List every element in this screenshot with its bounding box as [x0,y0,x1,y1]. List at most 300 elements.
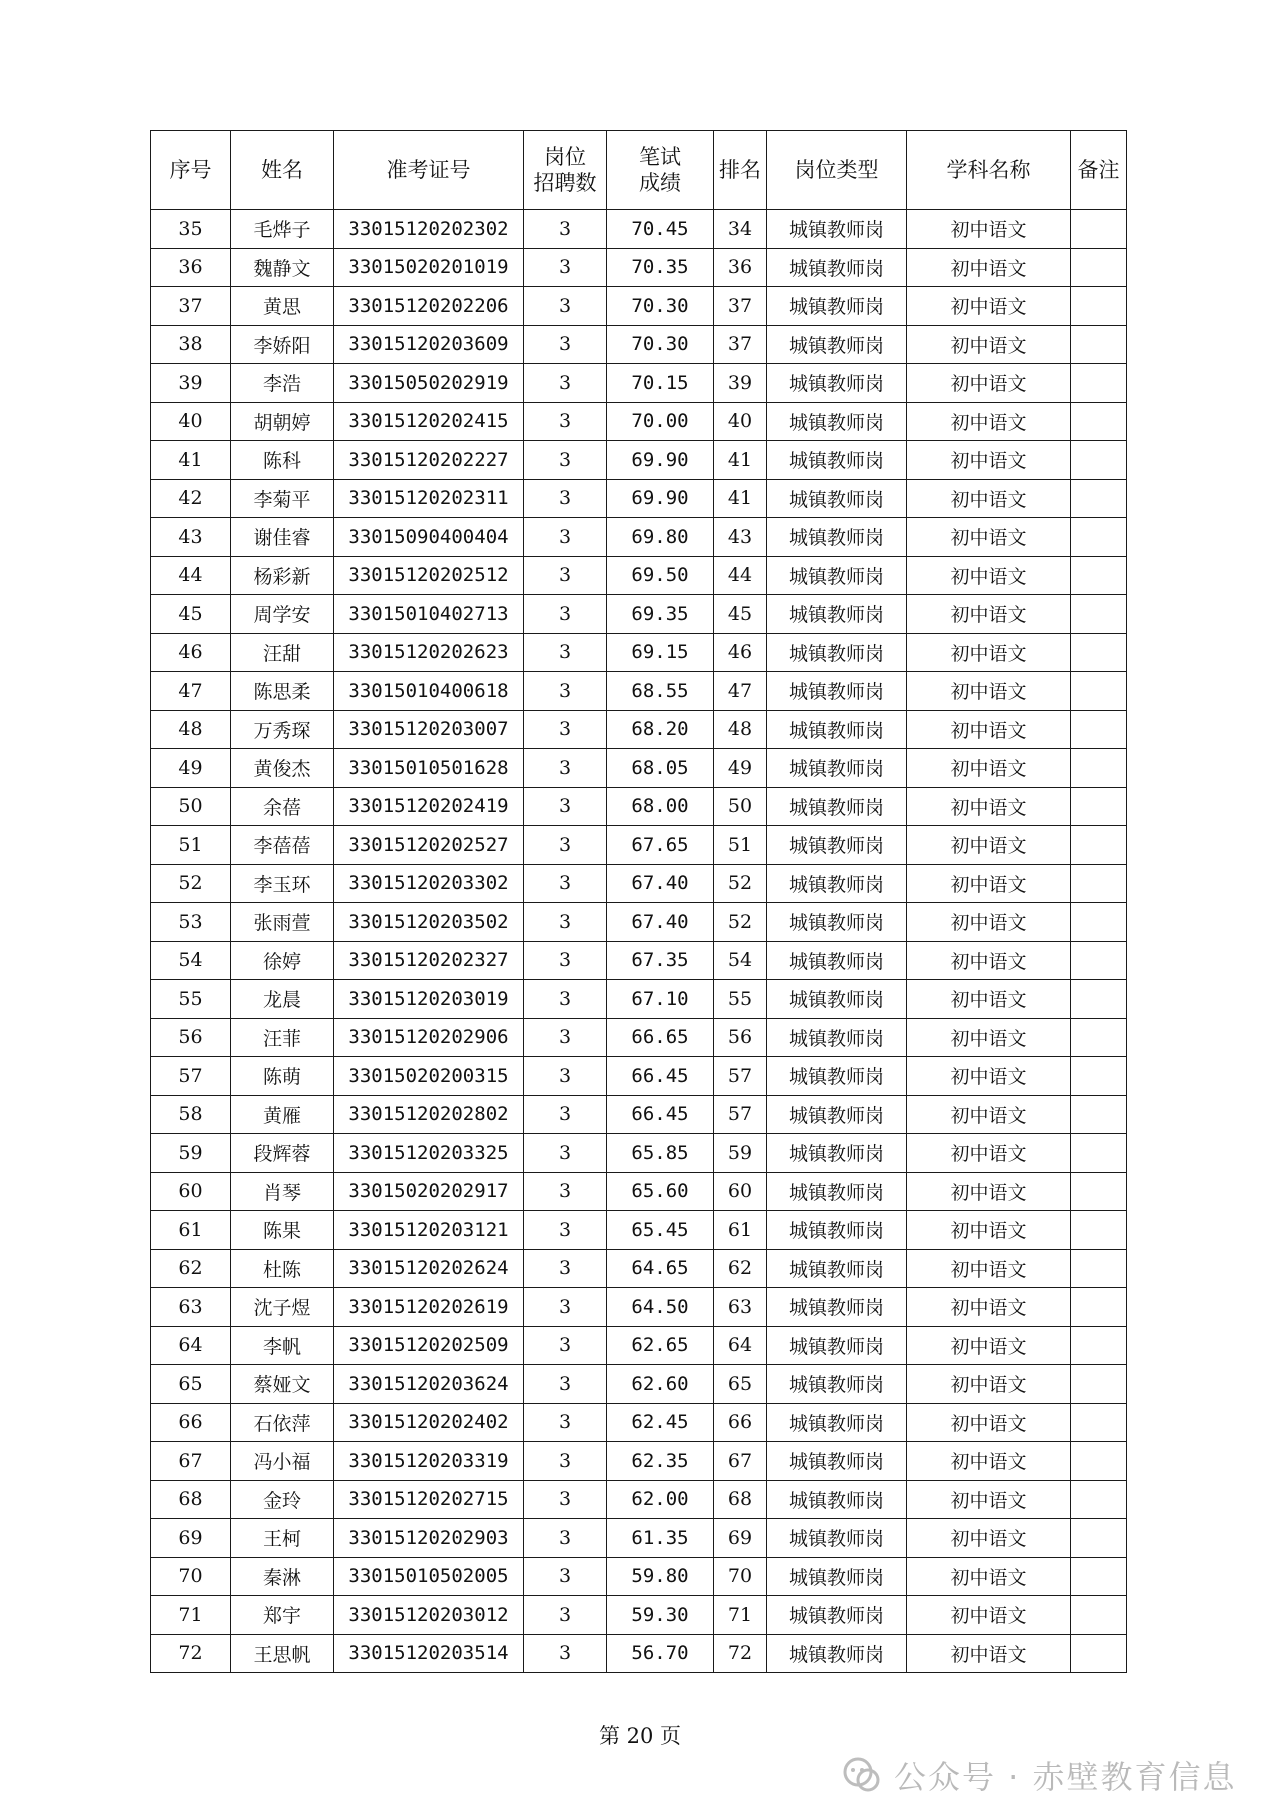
cell-subject: 初中语文 [907,1403,1071,1442]
cell-name: 汪甜 [231,633,334,672]
cell-exam-id: 33015120203012 [334,1596,524,1635]
cell-score: 68.20 [607,710,714,749]
table-row [151,1634,1127,1673]
cell-seq: 58 [151,1095,231,1134]
cell-post-type: 城镇教师岗 [767,1519,907,1558]
cell-post-type: 城镇教师岗 [767,1057,907,1096]
cell-exam-id: 33015010402713 [334,595,524,634]
cell-name: 龙晨 [231,980,334,1019]
cell-quota: 3 [524,633,607,672]
cell-quota: 3 [524,1557,607,1596]
cell-seq: 65 [151,1365,231,1404]
cell-quota: 3 [524,210,607,249]
cell-remark [1071,941,1127,980]
cell-rank: 57 [714,1095,767,1134]
cell-name: 黄雁 [231,1095,334,1134]
cell-seq: 49 [151,749,231,788]
cell-rank: 59 [714,1134,767,1173]
cell-subject: 初中语文 [907,1365,1071,1404]
cell-quota: 3 [524,441,607,480]
table-row [151,556,1127,595]
cell-seq: 44 [151,556,231,595]
cell-seq: 70 [151,1557,231,1596]
header-name: 姓名 [231,131,334,210]
cell-score: 69.90 [607,441,714,480]
cell-quota: 3 [524,479,607,518]
cell-post-type: 城镇教师岗 [767,325,907,364]
cell-rank: 52 [714,864,767,903]
cell-name: 李浩 [231,364,334,403]
cell-seq: 59 [151,1134,231,1173]
cell-exam-id: 33015120203514 [334,1634,524,1673]
cell-score: 68.05 [607,749,714,788]
cell-exam-id: 33015120203007 [334,710,524,749]
cell-exam-id: 33015090400404 [334,518,524,557]
cell-rank: 54 [714,941,767,980]
cell-quota: 3 [524,1134,607,1173]
table-row [151,402,1127,441]
cell-rank: 45 [714,595,767,634]
cell-quota: 3 [524,1172,607,1211]
cell-seq: 50 [151,787,231,826]
cell-seq: 68 [151,1480,231,1519]
header-score [607,131,714,210]
cell-exam-id: 33015120202402 [334,1403,524,1442]
cell-remark [1071,479,1127,518]
cell-remark [1071,1557,1127,1596]
cell-exam-id: 33015010400618 [334,672,524,711]
cell-score: 70.45 [607,210,714,249]
cell-score: 67.40 [607,903,714,942]
cell-score: 64.50 [607,1288,714,1327]
table-row [151,1249,1127,1288]
cell-name: 谢佳睿 [231,518,334,557]
cell-seq: 71 [151,1596,231,1635]
table-row [151,595,1127,634]
cell-post-type: 城镇教师岗 [767,248,907,287]
cell-post-type: 城镇教师岗 [767,1249,907,1288]
cell-rank: 72 [714,1634,767,1673]
cell-post-type: 城镇教师岗 [767,1018,907,1057]
page-number: 第 20 页 [598,1724,682,1748]
cell-exam-id: 33015120202327 [334,941,524,980]
table-header [151,131,1127,210]
cell-subject: 初中语文 [907,1249,1071,1288]
cell-score: 67.35 [607,941,714,980]
cell-subject: 初中语文 [907,1095,1071,1134]
cell-seq: 72 [151,1634,231,1673]
cell-subject: 初中语文 [907,1519,1071,1558]
cell-exam-id: 33015120202227 [334,441,524,480]
cell-subject: 初中语文 [907,248,1071,287]
cell-exam-id: 33015020202917 [334,1172,524,1211]
watermark [840,1752,1237,1798]
cell-exam-id: 33015020200315 [334,1057,524,1096]
cell-seq: 63 [151,1288,231,1327]
cell-seq: 62 [151,1249,231,1288]
cell-exam-id: 33015020201019 [334,248,524,287]
cell-post-type: 城镇教师岗 [767,672,907,711]
header-seq: 序号 [151,131,231,210]
cell-score: 70.00 [607,402,714,441]
cell-score: 69.90 [607,479,714,518]
cell-name: 黄俊杰 [231,749,334,788]
cell-quota: 3 [524,1018,607,1057]
cell-name: 汪菲 [231,1018,334,1057]
table-row [151,941,1127,980]
cell-name: 秦淋 [231,1557,334,1596]
cell-score: 62.00 [607,1480,714,1519]
cell-remark [1071,1134,1127,1173]
cell-exam-id: 33015120202623 [334,633,524,672]
cell-exam-id: 33015120202206 [334,287,524,326]
cell-score: 61.35 [607,1519,714,1558]
cell-post-type: 城镇教师岗 [767,287,907,326]
cell-post-type: 城镇教师岗 [767,633,907,672]
cell-remark [1071,980,1127,1019]
cell-rank: 63 [714,1288,767,1327]
score-table [150,130,1127,1673]
cell-rank: 48 [714,710,767,749]
cell-quota: 3 [524,595,607,634]
cell-score: 69.80 [607,518,714,557]
table-row [151,364,1127,403]
cell-exam-id: 33015010502005 [334,1557,524,1596]
cell-post-type: 城镇教师岗 [767,1480,907,1519]
cell-score: 64.65 [607,1249,714,1288]
table-row [151,479,1127,518]
cell-subject: 初中语文 [907,903,1071,942]
cell-post-type: 城镇教师岗 [767,864,907,903]
cell-post-type: 城镇教师岗 [767,479,907,518]
cell-subject: 初中语文 [907,1057,1071,1096]
cell-rank: 44 [714,556,767,595]
cell-name: 李玉环 [231,864,334,903]
table-row [151,518,1127,557]
table-row [151,903,1127,942]
cell-remark [1071,903,1127,942]
cell-name: 杨彩新 [231,556,334,595]
cell-name: 郑宇 [231,1596,334,1635]
cell-seq: 38 [151,325,231,364]
cell-subject: 初中语文 [907,672,1071,711]
cell-exam-id: 33015120202311 [334,479,524,518]
header-rank: 排名 [714,131,767,210]
cell-subject: 初中语文 [907,749,1071,788]
cell-quota: 3 [524,864,607,903]
cell-name: 肖琴 [231,1172,334,1211]
cell-exam-id: 33015120203121 [334,1211,524,1250]
cell-quota: 3 [524,1095,607,1134]
cell-exam-id: 33015120202302 [334,210,524,249]
cell-quota: 3 [524,402,607,441]
cell-name: 李蓓蓓 [231,826,334,865]
cell-post-type: 城镇教师岗 [767,1172,907,1211]
cell-post-type: 城镇教师岗 [767,595,907,634]
cell-name: 徐婷 [231,941,334,980]
header-score-line2: 成绩 [639,171,681,195]
cell-exam-id: 33015120203325 [334,1134,524,1173]
table-row [151,1095,1127,1134]
cell-quota: 3 [524,903,607,942]
cell-rank: 46 [714,633,767,672]
cell-remark [1071,826,1127,865]
cell-post-type: 城镇教师岗 [767,826,907,865]
cell-name: 万秀琛 [231,710,334,749]
table-row [151,672,1127,711]
cell-post-type: 城镇教师岗 [767,749,907,788]
cell-quota: 3 [524,1480,607,1519]
cell-rank: 34 [714,210,767,249]
table-row [151,980,1127,1019]
cell-name: 魏静文 [231,248,334,287]
table-row [151,1480,1127,1519]
cell-rank: 57 [714,1057,767,1096]
cell-remark [1071,402,1127,441]
cell-seq: 60 [151,1172,231,1211]
cell-remark [1071,864,1127,903]
cell-subject: 初中语文 [907,518,1071,557]
cell-seq: 39 [151,364,231,403]
cell-subject: 初中语文 [907,210,1071,249]
table-row [151,1326,1127,1365]
cell-quota: 3 [524,248,607,287]
cell-score: 70.35 [607,248,714,287]
cell-post-type: 城镇教师岗 [767,1442,907,1481]
cell-seq: 67 [151,1442,231,1481]
cell-name: 王柯 [231,1519,334,1558]
cell-seq: 43 [151,518,231,557]
cell-subject: 初中语文 [907,1211,1071,1250]
cell-rank: 68 [714,1480,767,1519]
cell-remark [1071,1403,1127,1442]
cell-score: 65.60 [607,1172,714,1211]
table-body [151,210,1127,1673]
cell-score: 70.30 [607,287,714,326]
cell-seq: 42 [151,479,231,518]
cell-seq: 45 [151,595,231,634]
cell-quota: 3 [524,1288,607,1327]
cell-subject: 初中语文 [907,1480,1071,1519]
cell-seq: 35 [151,210,231,249]
cell-remark [1071,1596,1127,1635]
cell-post-type: 城镇教师岗 [767,1211,907,1250]
cell-remark [1071,1095,1127,1134]
cell-exam-id: 33015120202419 [334,787,524,826]
cell-rank: 66 [714,1403,767,1442]
cell-name: 李娇阳 [231,325,334,364]
cell-name: 黄思 [231,287,334,326]
cell-subject: 初中语文 [907,595,1071,634]
cell-post-type: 城镇教师岗 [767,710,907,749]
cell-quota: 3 [524,1326,607,1365]
cell-remark [1071,749,1127,788]
cell-score: 68.00 [607,787,714,826]
cell-remark [1071,518,1127,557]
cell-remark [1071,672,1127,711]
cell-rank: 49 [714,749,767,788]
cell-seq: 47 [151,672,231,711]
cell-quota: 3 [524,941,607,980]
cell-name: 张雨萱 [231,903,334,942]
cell-rank: 51 [714,826,767,865]
cell-rank: 65 [714,1365,767,1404]
cell-remark [1071,1018,1127,1057]
cell-quota: 3 [524,1634,607,1673]
table-row [151,1057,1127,1096]
cell-subject: 初中语文 [907,1326,1071,1365]
cell-score: 70.30 [607,325,714,364]
cell-exam-id: 33015050202919 [334,364,524,403]
cell-exam-id: 33015120202802 [334,1095,524,1134]
cell-score: 70.15 [607,364,714,403]
cell-name: 杜陈 [231,1249,334,1288]
cell-exam-id: 33015120203319 [334,1442,524,1481]
cell-seq: 36 [151,248,231,287]
cell-score: 68.55 [607,672,714,711]
cell-quota: 3 [524,1365,607,1404]
cell-rank: 39 [714,364,767,403]
cell-score: 62.65 [607,1326,714,1365]
cell-remark [1071,364,1127,403]
cell-exam-id: 33015120203502 [334,903,524,942]
table-row [151,325,1127,364]
cell-rank: 56 [714,1018,767,1057]
cell-name: 毛烨子 [231,210,334,249]
cell-exam-id: 33015120202906 [334,1018,524,1057]
cell-exam-id: 33015120202527 [334,826,524,865]
cell-post-type: 城镇教师岗 [767,556,907,595]
cell-quota: 3 [524,710,607,749]
cell-score: 67.40 [607,864,714,903]
cell-post-type: 城镇教师岗 [767,1596,907,1635]
cell-exam-id: 33015120203019 [334,980,524,1019]
cell-quota: 3 [524,325,607,364]
cell-post-type: 城镇教师岗 [767,1634,907,1673]
cell-post-type: 城镇教师岗 [767,1134,907,1173]
cell-post-type: 城镇教师岗 [767,1403,907,1442]
cell-rank: 41 [714,479,767,518]
cell-exam-id: 33015120202619 [334,1288,524,1327]
cell-score: 62.35 [607,1442,714,1481]
cell-seq: 54 [151,941,231,980]
cell-remark [1071,1249,1127,1288]
cell-subject: 初中语文 [907,1172,1071,1211]
cell-exam-id: 33015120203624 [334,1365,524,1404]
cell-name: 陈思柔 [231,672,334,711]
cell-subject: 初中语文 [907,325,1071,364]
header-quota [524,131,607,210]
cell-remark [1071,1057,1127,1096]
table-row [151,1596,1127,1635]
cell-seq: 48 [151,710,231,749]
cell-quota: 3 [524,1442,607,1481]
cell-subject: 初中语文 [907,941,1071,980]
cell-post-type: 城镇教师岗 [767,1557,907,1596]
cell-quota: 3 [524,672,607,711]
cell-remark [1071,248,1127,287]
cell-score: 59.30 [607,1596,714,1635]
watermark-text: 公众号 · 赤壁教育信息 [894,1758,1237,1796]
cell-score: 67.10 [607,980,714,1019]
cell-rank: 37 [714,287,767,326]
table-row [151,210,1127,249]
cell-remark [1071,210,1127,249]
table-row [151,864,1127,903]
cell-exam-id: 33015120202509 [334,1326,524,1365]
cell-subject: 初中语文 [907,787,1071,826]
cell-rank: 64 [714,1326,767,1365]
cell-subject: 初中语文 [907,287,1071,326]
cell-score: 69.35 [607,595,714,634]
cell-score: 62.60 [607,1365,714,1404]
table-row [151,1519,1127,1558]
cell-seq: 37 [151,287,231,326]
header-quota-line2: 招聘数 [533,171,597,195]
cell-remark [1071,787,1127,826]
cell-name: 王思帆 [231,1634,334,1673]
header-post-type: 岗位类型 [767,131,907,210]
cell-remark [1071,1172,1127,1211]
cell-rank: 50 [714,787,767,826]
cell-subject: 初中语文 [907,1634,1071,1673]
table-row [151,1288,1127,1327]
cell-exam-id: 33015120202903 [334,1519,524,1558]
cell-rank: 70 [714,1557,767,1596]
cell-seq: 56 [151,1018,231,1057]
cell-subject: 初中语文 [907,633,1071,672]
cell-exam-id: 33015010501628 [334,749,524,788]
cell-quota: 3 [524,1249,607,1288]
cell-rank: 69 [714,1519,767,1558]
cell-post-type: 城镇教师岗 [767,402,907,441]
cell-quota: 3 [524,749,607,788]
cell-name: 李帆 [231,1326,334,1365]
cell-name: 余蓓 [231,787,334,826]
cell-rank: 67 [714,1442,767,1481]
cell-rank: 37 [714,325,767,364]
cell-rank: 41 [714,441,767,480]
cell-quota: 3 [524,364,607,403]
cell-name: 陈科 [231,441,334,480]
cell-subject: 初中语文 [907,980,1071,1019]
header-quota-line1: 岗位 [544,145,586,169]
cell-remark [1071,1480,1127,1519]
cell-seq: 41 [151,441,231,480]
table-row [151,710,1127,749]
table-row [151,787,1127,826]
cell-name: 冯小福 [231,1442,334,1481]
cell-name: 段辉蓉 [231,1134,334,1173]
cell-quota: 3 [524,1596,607,1635]
cell-quota: 3 [524,1057,607,1096]
cell-rank: 61 [714,1211,767,1250]
table-row [151,1365,1127,1404]
cell-post-type: 城镇教师岗 [767,787,907,826]
cell-seq: 52 [151,864,231,903]
cell-seq: 53 [151,903,231,942]
cell-score: 65.85 [607,1134,714,1173]
cell-subject: 初中语文 [907,1557,1071,1596]
cell-exam-id: 33015120202715 [334,1480,524,1519]
cell-remark [1071,1442,1127,1481]
cell-exam-id: 33015120202624 [334,1249,524,1288]
cell-score: 66.45 [607,1057,714,1096]
header-row [151,131,1127,210]
cell-seq: 55 [151,980,231,1019]
cell-name: 胡朝婷 [231,402,334,441]
cell-name: 沈子煜 [231,1288,334,1327]
